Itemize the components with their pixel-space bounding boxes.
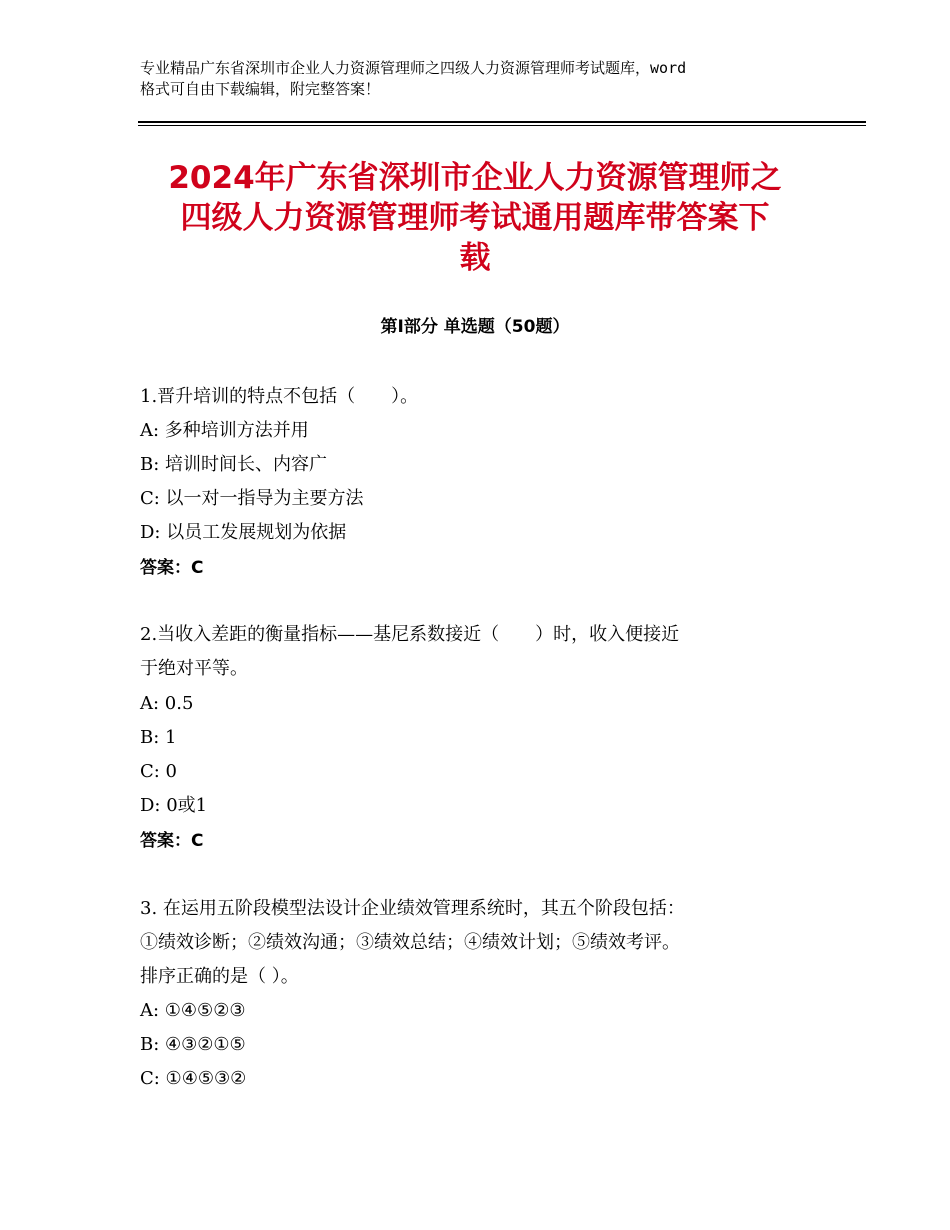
answer-line: 答案：C — [140, 831, 204, 851]
document-title-line: 2024年广东省深圳市企业人力资源管理师之 — [168, 160, 782, 196]
question-stem-continued: ①绩效诊断；②绩效沟通；③绩效总结；④绩效计划；⑤绩效考评。 — [140, 932, 680, 953]
option-a: A: 0.5 — [140, 693, 194, 714]
option-c: C: ①④⑤③② — [140, 1068, 247, 1089]
option-b: B: 培训时间长、内容广 — [140, 454, 328, 475]
header-note-line: 格式可自由下载编辑，附完整答案！ — [140, 80, 381, 98]
document-title-line: 四级人力资源管理师考试通用题库带答案下 — [180, 200, 770, 236]
question-stem: 2.当收入差距的衡量指标——基尼系数接近（ ）时，收入便接近 — [140, 624, 680, 645]
document-title — [135, 158, 815, 278]
option-d: D: 0或1 — [140, 795, 208, 816]
option-c: C: 以一对一指导为主要方法 — [140, 488, 364, 509]
option-a: A: 多种培训方法并用 — [140, 420, 309, 441]
document-title-line: 载 — [459, 240, 491, 276]
header-rule — [138, 121, 866, 123]
question-stem: 1.晋升培训的特点不包括（ ）。 — [140, 386, 419, 407]
question-stem-continued: 排序正确的是（ ）。 — [140, 966, 299, 987]
question-stem-continued: 于绝对平等。 — [140, 658, 248, 679]
option-d: D: 以员工发展规划为依据 — [140, 522, 347, 543]
header-note-line: 专业精品广东省深圳市企业人力资源管理师之四级人力资源管理师考试题库，word — [140, 59, 687, 77]
answer-line: 答案：C — [140, 558, 204, 578]
header-rule-thin — [138, 125, 866, 126]
option-b: B: 1 — [140, 727, 177, 748]
header-note — [140, 58, 820, 100]
section-heading: 第Ⅰ部分 单选题（50题） — [380, 317, 570, 337]
question-stem: 3. 在运用五阶段模型法设计企业绩效管理系统时，其五个阶段包括： — [140, 898, 685, 919]
option-a: A: ①④⑤②③ — [140, 1000, 246, 1021]
option-b: B: ④③②①⑤ — [140, 1034, 246, 1055]
option-c: C: 0 — [140, 761, 178, 782]
